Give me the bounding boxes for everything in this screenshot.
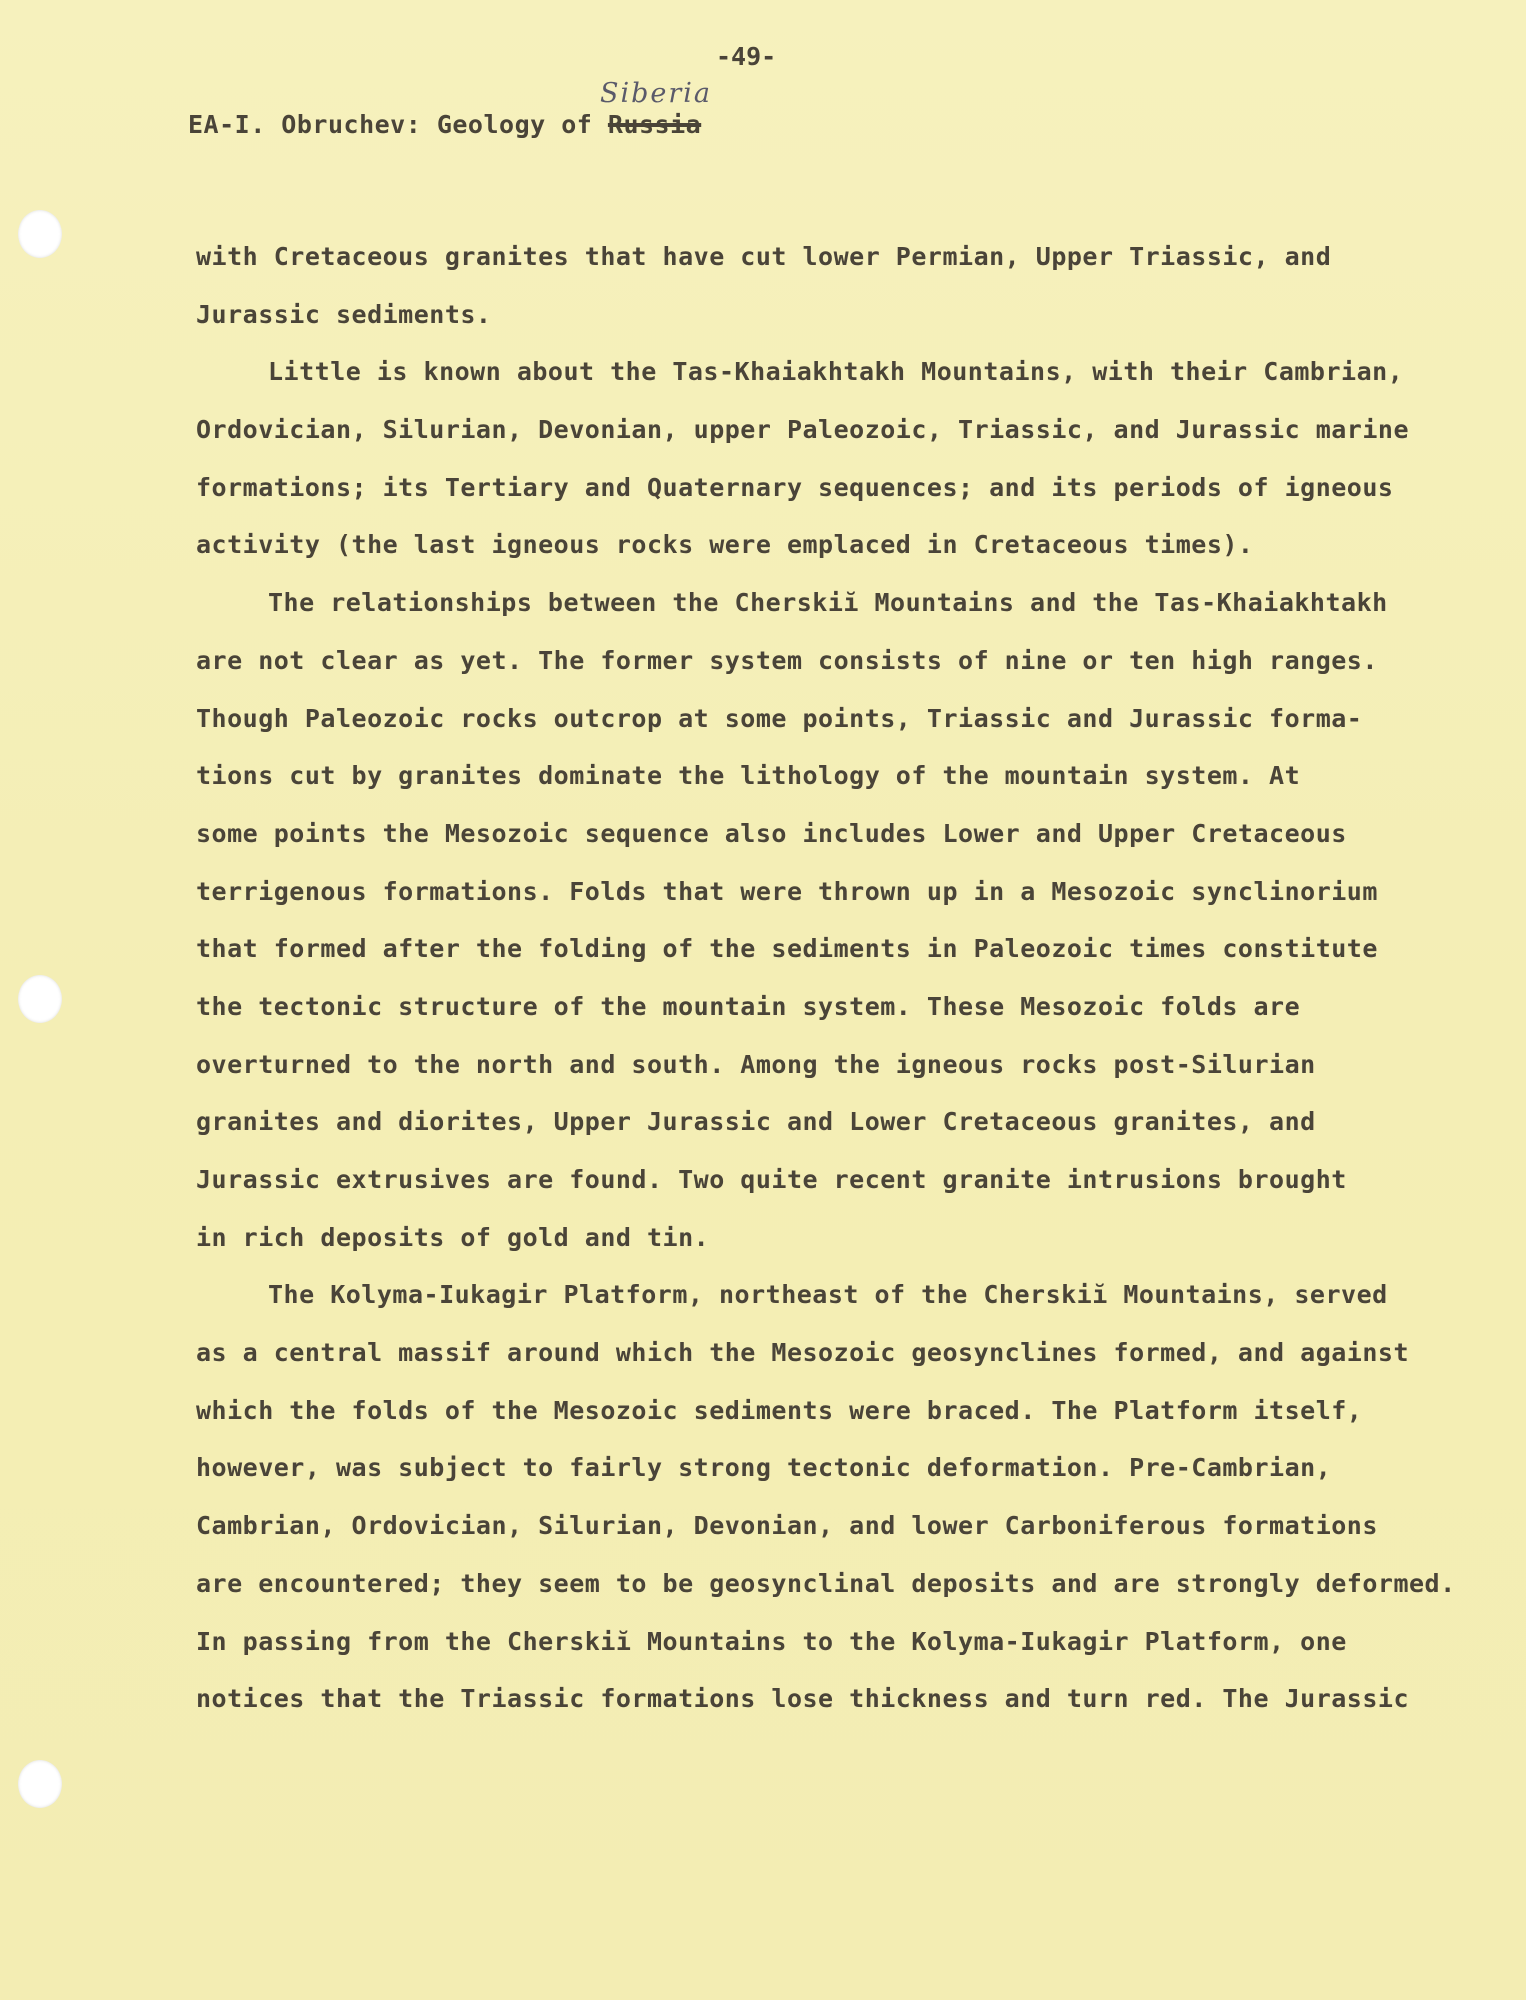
punch-hole-middle <box>18 975 62 1023</box>
text-line: the tectonic structure of the mountain system. These Mesozoic folds are <box>196 991 1301 1021</box>
text-line: in rich deposits of gold and tin. <box>196 1222 710 1252</box>
text-line: that formed after the folding of the sediments in Paleozoic times constitute <box>196 934 1378 964</box>
text-line: Cambrian, Ordovician, Silurian, Devonian, and lower Carboniferous formations <box>196 1511 1378 1541</box>
text-line: as a central massif around which the Mesozoic geosynclines formed, and against <box>196 1338 1409 1368</box>
text-line: however, was subject to fairly strong tectonic deformation. Pre-Cambrian, <box>196 1453 1332 1483</box>
body-text <box>196 228 1456 1728</box>
text-line: with Cretaceous granites that have cut lower Permian, Upper Triassic, and <box>196 242 1332 271</box>
text-line: granites and diorites, Upper Jurassic and Lower Cretaceous granites, and <box>196 1107 1316 1137</box>
header-prefix: EA-I. Obruchev: Geology of <box>188 110 608 139</box>
text-line: Though Paleozoic rocks outcrop at some points, Triassic and Jurassic forma- <box>196 703 1363 733</box>
text-line: some points the Mesozoic sequence also includes Lower and Upper Cretaceous <box>196 818 1347 848</box>
text-line: are not clear as yet. The former system consists of nine or ten high ranges. <box>196 645 1378 675</box>
handwritten-correction: Siberia <box>600 78 713 109</box>
text-line: Jurassic extrusives are found. Two quite recent granite intrusions brought <box>196 1165 1347 1194</box>
text-line: In passing from the Cherskiĭ Mountains to the Kolyma-Iukagir Platform, one <box>196 1626 1347 1656</box>
punch-hole-bottom <box>18 1760 62 1808</box>
text-line: Little is known about the Tas-Khaiakhtakh Mountains, with their Cambrian, <box>268 357 1404 387</box>
struck-word: Russia <box>607 110 702 139</box>
text-line: Ordovician, Silurian, Devonian, upper Paleozoic, Triassic, and Jurassic marine <box>196 415 1409 445</box>
text-line: notices that the Triassic formations lose thickness and turn red. The Jurassic <box>196 1684 1409 1714</box>
text-line: which the folds of the Mesozoic sediments were braced. The Platform itself, <box>196 1395 1363 1425</box>
page-number: -49- <box>716 42 777 71</box>
text-line: formations; its Tertiary and Quaternary sequences; and its periods of igneous <box>196 472 1394 502</box>
text-line: are encountered; they seem to be geosynclinal deposits and are strongly deformed. <box>196 1568 1456 1598</box>
document-header <box>188 110 701 139</box>
text-line: overturned to the north and south. Among the igneous rocks post-Silurian <box>196 1049 1316 1079</box>
text-line: terrigenous formations. Folds that were thrown up in a Mesozoic synclinorium <box>196 876 1378 906</box>
text-line: activity (the last igneous rocks were emplaced in Cretaceous times). <box>196 530 1254 560</box>
text-line: The Kolyma-Iukagir Platform, northeast of the Cherskiĭ Mountains, served <box>268 1280 1388 1310</box>
text-line: The relationships between the Cherskiĭ Mountains and the Tas-Khaiakhtakh <box>268 588 1388 618</box>
text-line: Jurassic sediments. <box>196 299 492 329</box>
punch-hole-top <box>18 210 62 258</box>
text-line: tions cut by granites dominate the lithology of the mountain system. At <box>196 761 1301 791</box>
